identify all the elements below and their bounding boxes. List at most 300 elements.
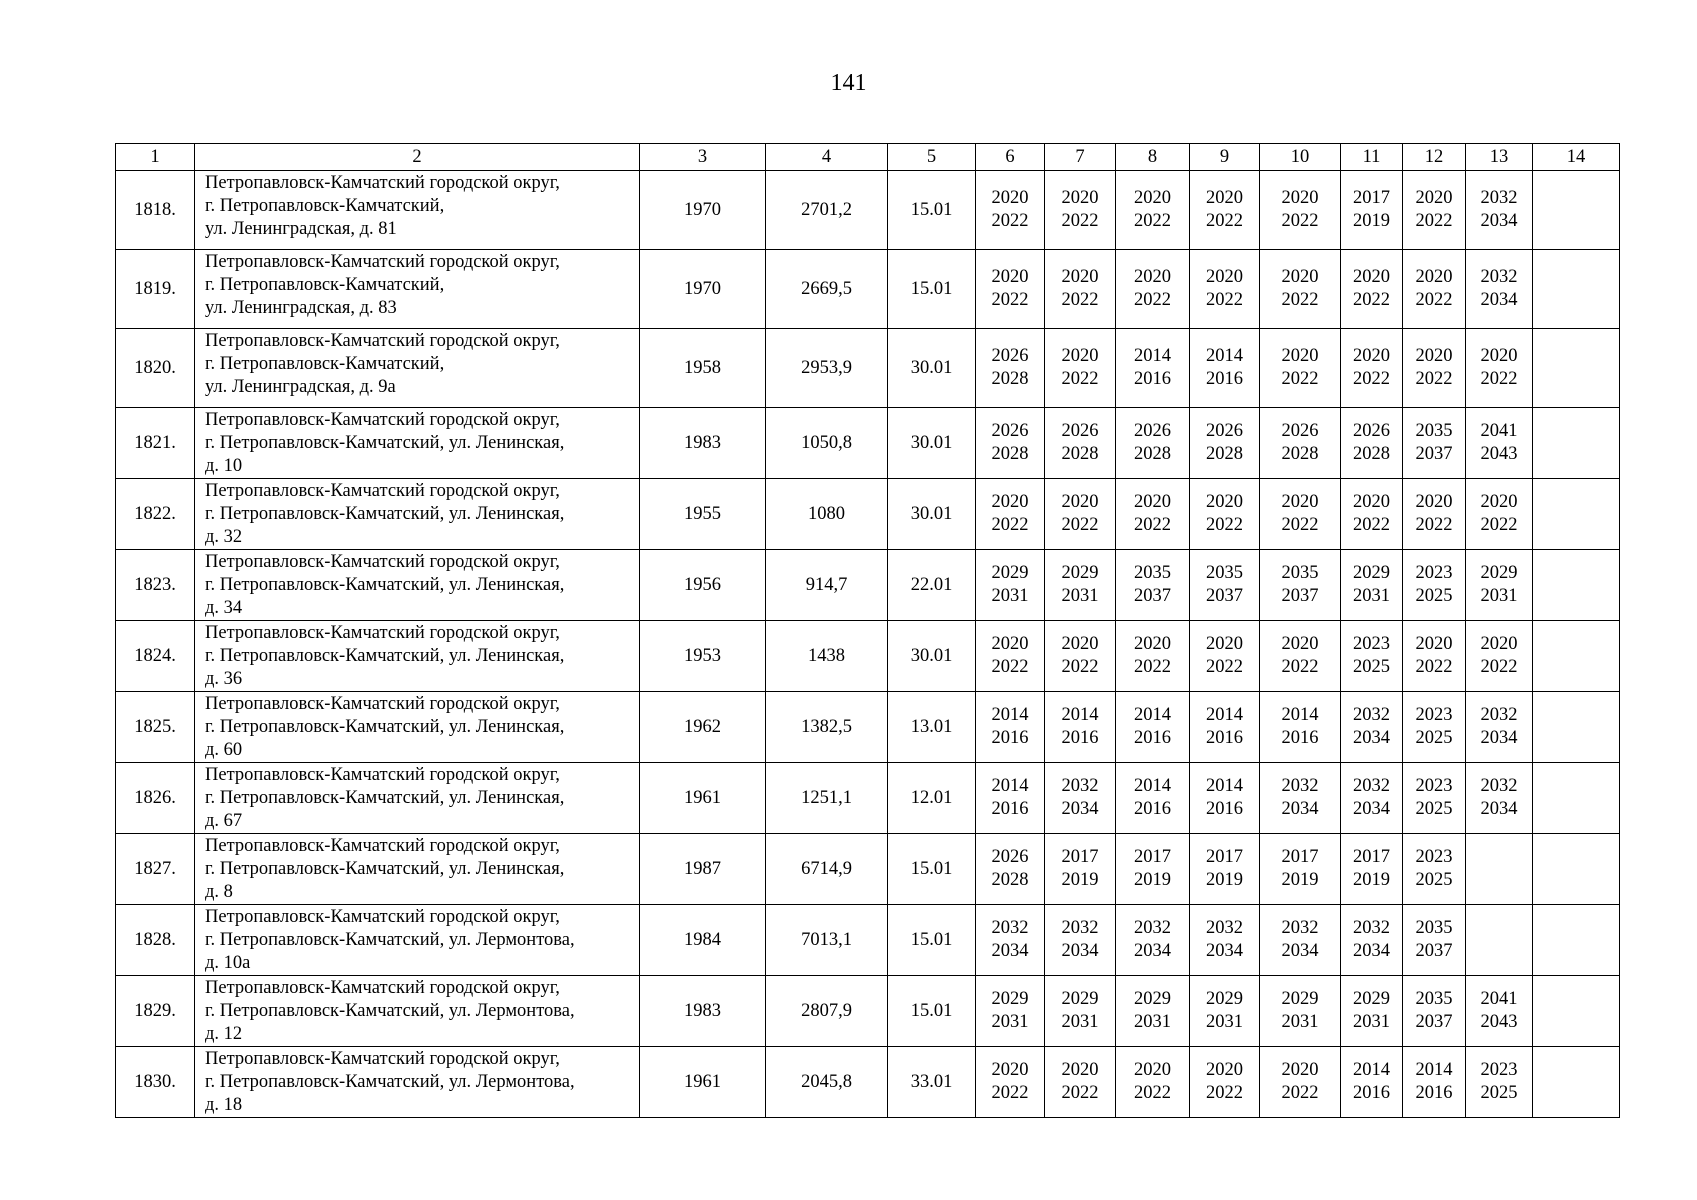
period-cell-12 (1403, 692, 1466, 763)
area-cell: 1050,8 (766, 408, 888, 479)
year-built-cell: 1955 (640, 479, 766, 550)
column-header: 9 (1190, 144, 1260, 171)
period-year: 2034 (1281, 799, 1319, 819)
period-cell-11 (1341, 763, 1403, 834)
column-header: 10 (1260, 144, 1341, 171)
area-cell: 914,7 (766, 550, 888, 621)
row-number-cell: 1820. (116, 329, 195, 408)
period-cell-10 (1260, 1047, 1341, 1118)
period-cell-9 (1190, 329, 1260, 408)
empty-cell-14 (1533, 976, 1620, 1047)
period-year: 2032 (1206, 918, 1243, 938)
period-year: 2020 (991, 188, 1029, 208)
address-cell (195, 250, 640, 329)
period-cell-7 (1045, 479, 1116, 550)
period-year: 2029 (1353, 989, 1390, 1009)
period-cell-6 (976, 763, 1045, 834)
address-line: Петропавловск-Камчатский городской округ, (205, 173, 560, 193)
address-line: д. 36 (205, 669, 243, 689)
code-cell: 30.01 (888, 479, 976, 550)
period-cell-6 (976, 171, 1045, 250)
period-year: 2014 (1134, 346, 1171, 366)
address-line: г. Петропавловск-Камчатский, ул. Ленинская, (205, 646, 565, 666)
period-year: 2031 (1353, 586, 1390, 606)
period-cell-7 (1045, 692, 1116, 763)
period-year: 2022 (1415, 290, 1453, 310)
year-built-cell: 1962 (640, 692, 766, 763)
period-cell-6 (976, 905, 1045, 976)
period-cell-13 (1466, 763, 1533, 834)
address-line: д. 67 (205, 811, 243, 831)
period-year: 2022 (991, 1083, 1029, 1103)
period-year: 2020 (1415, 492, 1453, 512)
period-year: 2026 (991, 421, 1029, 441)
period-year: 2019 (1061, 870, 1099, 890)
period-cell-10 (1260, 171, 1341, 250)
code-cell: 30.01 (888, 621, 976, 692)
period-year: 2020 (1281, 1060, 1319, 1080)
period-year: 2020 (1353, 492, 1390, 512)
period-cell-13 (1466, 550, 1533, 621)
empty-cell-14 (1533, 905, 1620, 976)
area-cell: 2807,9 (766, 976, 888, 1047)
period-cell-13 (1466, 408, 1533, 479)
period-cell-12 (1403, 479, 1466, 550)
period-year: 2020 (1281, 188, 1319, 208)
period-year: 2016 (991, 728, 1029, 748)
period-year: 2035 (1206, 563, 1243, 583)
period-year: 2026 (991, 346, 1029, 366)
period-year: 2022 (1281, 290, 1319, 310)
period-cell-8 (1116, 763, 1190, 834)
period-year: 2023 (1480, 1060, 1518, 1080)
address-line: Петропавловск-Камчатский городской округ, (205, 836, 560, 856)
period-year: 2032 (1281, 918, 1319, 938)
period-year: 2022 (1061, 211, 1099, 231)
period-cell-6 (976, 621, 1045, 692)
period-year: 2032 (991, 918, 1029, 938)
period-year: 2029 (1480, 563, 1518, 583)
period-year: 2032 (1061, 918, 1099, 938)
period-year: 2020 (1281, 346, 1319, 366)
period-year: 2022 (1480, 369, 1518, 389)
period-year: 2035 (1134, 563, 1171, 583)
period-year: 2023 (1353, 634, 1390, 654)
period-year: 2022 (1206, 657, 1243, 677)
code-cell: 15.01 (888, 905, 976, 976)
period-year: 2041 (1480, 421, 1518, 441)
row-number-cell: 1829. (116, 976, 195, 1047)
period-cell-8 (1116, 621, 1190, 692)
empty-cell-14 (1533, 329, 1620, 408)
period-year: 2028 (1353, 444, 1390, 464)
period-year: 2020 (1061, 267, 1099, 287)
column-number-row (116, 144, 1620, 171)
code-cell: 22.01 (888, 550, 976, 621)
period-year: 2017 (1134, 847, 1171, 867)
period-year: 2020 (1206, 492, 1243, 512)
period-year: 2032 (1353, 776, 1390, 796)
address-cell (195, 834, 640, 905)
period-year: 2032 (1480, 705, 1518, 725)
row-number-cell: 1821. (116, 408, 195, 479)
period-year: 2020 (1206, 1060, 1243, 1080)
period-cell-7 (1045, 905, 1116, 976)
period-year: 2022 (991, 290, 1029, 310)
column-header: 11 (1341, 144, 1403, 171)
period-cell-10 (1260, 692, 1341, 763)
period-cell-12 (1403, 171, 1466, 250)
address-line: г. Петропавловск-Камчатский, (205, 354, 445, 374)
period-year: 2029 (991, 989, 1029, 1009)
address-cell (195, 550, 640, 621)
address-cell (195, 171, 640, 250)
year-built-cell: 1984 (640, 905, 766, 976)
year-built-cell: 1970 (640, 250, 766, 329)
period-year: 2023 (1415, 847, 1453, 867)
address-line: Петропавловск-Камчатский городской округ, (205, 978, 560, 998)
period-year: 2031 (991, 586, 1029, 606)
period-year: 2016 (1134, 799, 1171, 819)
period-cell-13 (1466, 1047, 1533, 1118)
period-year: 2034 (1061, 799, 1099, 819)
period-year: 2037 (1415, 444, 1453, 464)
period-year: 2022 (991, 515, 1029, 535)
area-cell: 1251,1 (766, 763, 888, 834)
period-cell-7 (1045, 329, 1116, 408)
period-year: 2029 (1061, 563, 1099, 583)
period-year: 2020 (1134, 267, 1171, 287)
address-line: Петропавловск-Камчатский городской округ, (205, 623, 560, 643)
period-cell-11 (1341, 976, 1403, 1047)
period-year: 2022 (1415, 657, 1453, 677)
period-year: 2032 (1480, 188, 1518, 208)
period-year: 2025 (1415, 728, 1453, 748)
period-cell-9 (1190, 408, 1260, 479)
period-year: 2028 (1061, 444, 1099, 464)
period-cell-8 (1116, 329, 1190, 408)
period-cell-13 (1466, 834, 1533, 905)
period-cell-9 (1190, 692, 1260, 763)
period-cell-8 (1116, 171, 1190, 250)
table-row (116, 1047, 1620, 1118)
period-year: 2014 (991, 776, 1029, 796)
period-year: 2034 (1353, 941, 1390, 961)
period-cell-10 (1260, 250, 1341, 329)
period-cell-9 (1190, 621, 1260, 692)
period-year: 2026 (1281, 421, 1319, 441)
period-year: 2022 (1061, 1083, 1099, 1103)
period-cell-12 (1403, 834, 1466, 905)
period-cell-11 (1341, 905, 1403, 976)
address-cell (195, 692, 640, 763)
period-year: 2014 (991, 705, 1029, 725)
period-year: 2016 (1134, 369, 1171, 389)
period-year: 2022 (1281, 1083, 1319, 1103)
row-number-cell: 1818. (116, 171, 195, 250)
period-cell-13 (1466, 171, 1533, 250)
period-cell-11 (1341, 329, 1403, 408)
address-cell (195, 905, 640, 976)
period-year: 2016 (1206, 369, 1243, 389)
area-cell: 1080 (766, 479, 888, 550)
period-year: 2022 (1353, 515, 1390, 535)
period-year: 2022 (1415, 515, 1453, 535)
period-year: 2034 (1206, 941, 1243, 961)
period-cell-9 (1190, 1047, 1260, 1118)
period-year: 2035 (1415, 421, 1453, 441)
period-year: 2014 (1206, 705, 1243, 725)
period-year: 2031 (991, 1012, 1029, 1032)
address-line: г. Петропавловск-Камчатский, ул. Лермонтова, (205, 1001, 575, 1021)
code-cell: 33.01 (888, 1047, 976, 1118)
period-cell-10 (1260, 621, 1341, 692)
period-year: 2035 (1415, 989, 1453, 1009)
period-cell-6 (976, 976, 1045, 1047)
period-year: 2014 (1134, 776, 1171, 796)
period-year: 2017 (1281, 847, 1319, 867)
address-line: д. 8 (205, 882, 233, 902)
period-year: 2020 (1134, 188, 1171, 208)
period-year: 2028 (991, 369, 1029, 389)
table-row (116, 329, 1620, 408)
period-cell-10 (1260, 905, 1341, 976)
period-year: 2022 (1061, 657, 1099, 677)
address-cell (195, 621, 640, 692)
period-year: 2022 (1061, 290, 1099, 310)
table-row (116, 834, 1620, 905)
period-year: 2020 (1206, 188, 1243, 208)
period-cell-8 (1116, 479, 1190, 550)
period-cell-10 (1260, 329, 1341, 408)
period-year: 2043 (1480, 1012, 1518, 1032)
period-year: 2032 (1134, 918, 1171, 938)
period-year: 2022 (1480, 657, 1518, 677)
empty-cell-14 (1533, 479, 1620, 550)
period-year: 2022 (1134, 1083, 1171, 1103)
period-year: 2020 (991, 492, 1029, 512)
period-year: 2019 (1353, 211, 1390, 231)
period-cell-9 (1190, 479, 1260, 550)
address-line: Петропавловск-Камчатский городской округ, (205, 481, 560, 501)
period-year: 2022 (1134, 290, 1171, 310)
period-cell-7 (1045, 834, 1116, 905)
period-cell-6 (976, 550, 1045, 621)
period-cell-11 (1341, 250, 1403, 329)
period-year: 2032 (1353, 705, 1390, 725)
period-cell-7 (1045, 976, 1116, 1047)
period-cell-8 (1116, 834, 1190, 905)
period-year: 2014 (1134, 705, 1171, 725)
period-year: 2022 (1206, 1083, 1243, 1103)
year-built-cell: 1987 (640, 834, 766, 905)
period-cell-11 (1341, 1047, 1403, 1118)
period-cell-9 (1190, 976, 1260, 1047)
address-line: г. Петропавловск-Камчатский, ул. Ленинская, (205, 504, 565, 524)
period-year: 2020 (1281, 267, 1319, 287)
row-number-cell: 1825. (116, 692, 195, 763)
period-year: 2016 (1281, 728, 1319, 748)
period-year: 2019 (1134, 870, 1171, 890)
period-year: 2020 (1415, 346, 1453, 366)
period-cell-13 (1466, 250, 1533, 329)
period-year: 2019 (1281, 870, 1319, 890)
period-year: 2016 (1415, 1083, 1453, 1103)
address-cell (195, 763, 640, 834)
period-cell-8 (1116, 250, 1190, 329)
area-cell: 7013,1 (766, 905, 888, 976)
row-number-cell: 1822. (116, 479, 195, 550)
row-number-cell: 1830. (116, 1047, 195, 1118)
period-cell-10 (1260, 479, 1341, 550)
period-year: 2025 (1415, 586, 1453, 606)
period-year: 2032 (1480, 776, 1518, 796)
period-cell-8 (1116, 692, 1190, 763)
empty-cell-14 (1533, 692, 1620, 763)
area-cell: 2045,8 (766, 1047, 888, 1118)
column-header: 14 (1533, 144, 1620, 171)
column-header: 6 (976, 144, 1045, 171)
table-row (116, 171, 1620, 250)
period-year: 2035 (1281, 563, 1319, 583)
period-cell-6 (976, 479, 1045, 550)
address-line: Петропавловск-Камчатский городской округ, (205, 694, 560, 714)
column-header: 5 (888, 144, 976, 171)
column-header: 4 (766, 144, 888, 171)
period-year: 2029 (1206, 989, 1243, 1009)
housing-register-table (115, 143, 1620, 1118)
period-year: 2017 (1206, 847, 1243, 867)
period-cell-9 (1190, 550, 1260, 621)
address-line: г. Петропавловск-Камчатский, (205, 275, 445, 295)
address-cell (195, 408, 640, 479)
period-cell-12 (1403, 408, 1466, 479)
column-header: 2 (195, 144, 640, 171)
row-number-cell: 1824. (116, 621, 195, 692)
period-cell-7 (1045, 250, 1116, 329)
table-row (116, 408, 1620, 479)
period-year: 2031 (1281, 1012, 1319, 1032)
address-line: д. 34 (205, 598, 243, 618)
empty-cell-14 (1533, 834, 1620, 905)
period-year: 2031 (1480, 586, 1518, 606)
address-line: ул. Ленинградская, д. 81 (205, 219, 397, 239)
period-cell-13 (1466, 692, 1533, 763)
period-year: 2035 (1415, 918, 1453, 938)
period-year: 2022 (991, 657, 1029, 677)
empty-cell-14 (1533, 250, 1620, 329)
period-cell-9 (1190, 905, 1260, 976)
period-year: 2022 (1415, 211, 1453, 231)
period-cell-6 (976, 408, 1045, 479)
period-year: 2022 (1281, 515, 1319, 535)
address-line: Петропавловск-Камчатский городской округ, (205, 552, 560, 572)
empty-cell-14 (1533, 763, 1620, 834)
table-row (116, 621, 1620, 692)
address-line: д. 18 (205, 1095, 243, 1115)
empty-cell-14 (1533, 550, 1620, 621)
period-year: 2029 (1353, 563, 1390, 583)
period-year: 2023 (1415, 776, 1453, 796)
address-line: д. 32 (205, 527, 243, 547)
table-body (116, 171, 1620, 1118)
address-line: г. Петропавловск-Камчатский, ул. Лермонтова, (205, 930, 575, 950)
table-row (116, 763, 1620, 834)
period-year: 2020 (1480, 634, 1518, 654)
period-cell-13 (1466, 329, 1533, 408)
period-year: 2032 (1061, 776, 1099, 796)
address-cell (195, 1047, 640, 1118)
period-year: 2020 (1281, 634, 1319, 654)
period-year: 2016 (991, 799, 1029, 819)
period-year: 2016 (1134, 728, 1171, 748)
period-year: 2034 (1480, 728, 1518, 748)
period-year: 2020 (1415, 267, 1453, 287)
period-cell-10 (1260, 834, 1341, 905)
period-year: 2022 (1480, 515, 1518, 535)
period-year: 2017 (1353, 188, 1390, 208)
period-year: 2016 (1061, 728, 1099, 748)
period-cell-12 (1403, 250, 1466, 329)
period-cell-8 (1116, 550, 1190, 621)
period-year: 2022 (1415, 369, 1453, 389)
period-year: 2022 (991, 211, 1029, 231)
period-cell-11 (1341, 834, 1403, 905)
row-number-cell: 1819. (116, 250, 195, 329)
period-year: 2020 (1061, 346, 1099, 366)
address-line: Петропавловск-Камчатский городской округ, (205, 410, 560, 430)
period-year: 2034 (1353, 728, 1390, 748)
period-cell-8 (1116, 408, 1190, 479)
address-line: д. 60 (205, 740, 243, 760)
code-cell: 15.01 (888, 250, 976, 329)
period-cell-12 (1403, 329, 1466, 408)
period-year: 2034 (1134, 941, 1171, 961)
period-year: 2017 (1353, 847, 1390, 867)
period-year: 2014 (1061, 705, 1099, 725)
period-cell-13 (1466, 621, 1533, 692)
address-line: д. 10 (205, 456, 243, 476)
period-year: 2037 (1415, 1012, 1453, 1032)
period-year: 2043 (1480, 444, 1518, 464)
period-cell-9 (1190, 250, 1260, 329)
empty-cell-14 (1533, 408, 1620, 479)
period-cell-7 (1045, 550, 1116, 621)
row-number-cell: 1826. (116, 763, 195, 834)
period-year: 2034 (1480, 211, 1518, 231)
period-year: 2022 (1134, 657, 1171, 677)
period-year: 2031 (1206, 1012, 1243, 1032)
year-built-cell: 1961 (640, 1047, 766, 1118)
column-header: 12 (1403, 144, 1466, 171)
address-line: г. Петропавловск-Камчатский, ул. Ленинская, (205, 575, 565, 595)
period-year: 2029 (1281, 989, 1319, 1009)
period-year: 2034 (991, 941, 1029, 961)
period-year: 2032 (1480, 267, 1518, 287)
period-year: 2023 (1415, 705, 1453, 725)
period-cell-13 (1466, 976, 1533, 1047)
period-year: 2020 (1415, 634, 1453, 654)
period-year: 2022 (1281, 369, 1319, 389)
period-cell-7 (1045, 408, 1116, 479)
period-year: 2020 (1061, 1060, 1099, 1080)
period-year: 2020 (1353, 346, 1390, 366)
period-year: 2034 (1480, 799, 1518, 819)
period-cell-10 (1260, 408, 1341, 479)
period-year: 2028 (1134, 444, 1171, 464)
period-year: 2034 (1281, 941, 1319, 961)
period-cell-11 (1341, 171, 1403, 250)
